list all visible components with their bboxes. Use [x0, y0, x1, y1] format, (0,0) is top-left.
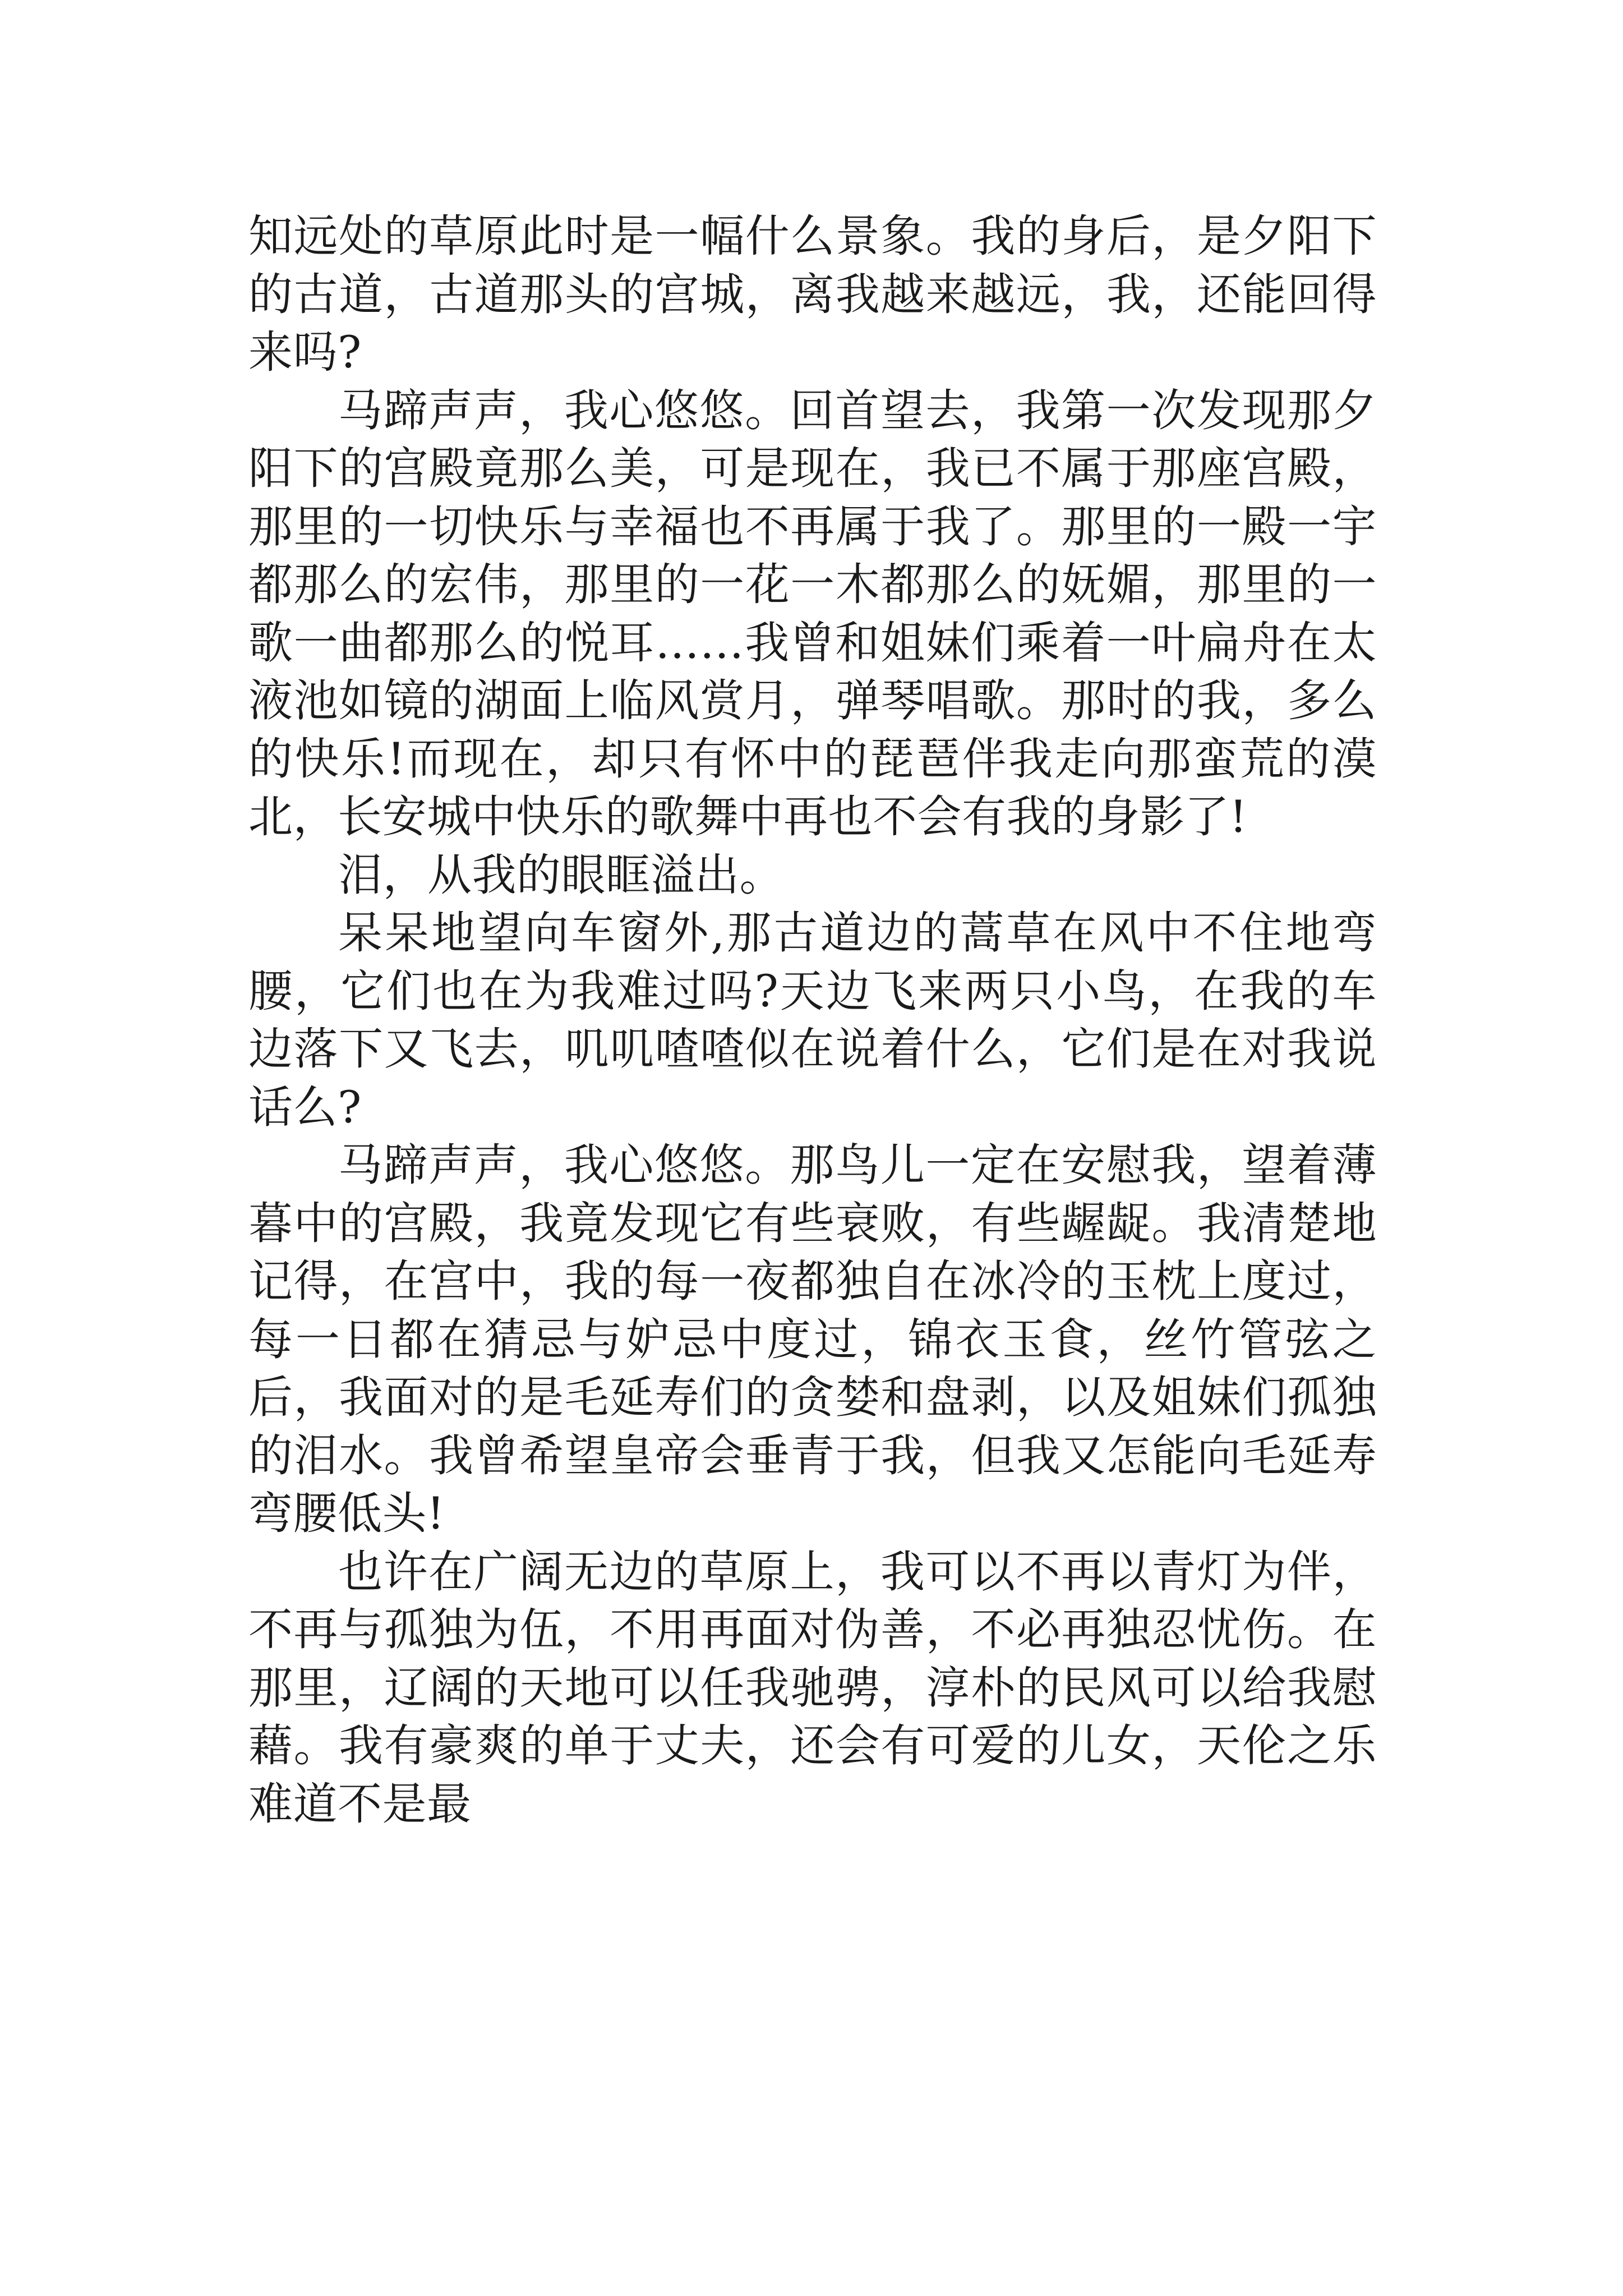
- paragraph: 泪，从我的眼眶溢出。: [338, 849, 784, 901]
- body-text: [248, 208, 1377, 1833]
- paragraph: 呆呆地望向车窗外,那古道边的蒿草在风中不住地弯腰，它们也在为我难过吗?天边飞来两只小鸟，在我的车边落下又飞去，叽叽喳喳似在说着什么，它们是在对我说话么?: [248, 907, 1377, 1133]
- paragraph: 马蹄声声，我心悠悠。回首望去，我第一次发现那夕阳下的宫殿竟那么美，可是现在，我已不属于那座宫殿，那里的一切快乐与幸福也不再属于我了。那里的一殿一宇都那么的宏伟，那里的一花一木都那么的妩媚，那里的一歌一曲都那么的悦耳……我曾和姐妹们乘着一叶扁舟在太液池如镜的湖面上临风赏月，弹琴唱歌。那时的我，多么的快乐!而现在，却只有怀中的琵琶伴我走向那蛮荒的漠北，长安城中快乐的歌舞中再也不会有我的身影了!: [248, 384, 1377, 843]
- paragraph-continuation: 知远处的草原此时是一幅什么景象。我的身后，是夕阳下的古道，古道那头的宫城，离我越来越远，我，还能回得来吗?: [248, 210, 1377, 378]
- paragraph: 也许在广阔无边的草原上，我可以不再以青灯为伴，不再与孤独为伍，不用再面对伪善，不必再独忍忧伤。在那里，辽阔的天地可以任我驰骋，淳朴的民风可以给我慰藉。我有豪爽的单于丈夫，还会有可爱的儿女，天伦之乐难道不是最: [248, 1545, 1377, 1830]
- paragraph: 马蹄声声，我心悠悠。那鸟儿一定在安慰我，望着薄暮中的宫殿，我竟发现它有些衰败，有些龌龊。我清楚地记得，在宫中，我的每一夜都独自在冰冷的玉枕上度过，每一日都在猜忌与妒忌中度过，锦衣玉食，丝竹管弦之后，我面对的是毛延寿们的贪婪和盘剥，以及姐妹们孤独的泪水。我曾希望皇帝会垂青于我，但我又怎能向毛延寿弯腰低头!: [248, 1139, 1377, 1539]
